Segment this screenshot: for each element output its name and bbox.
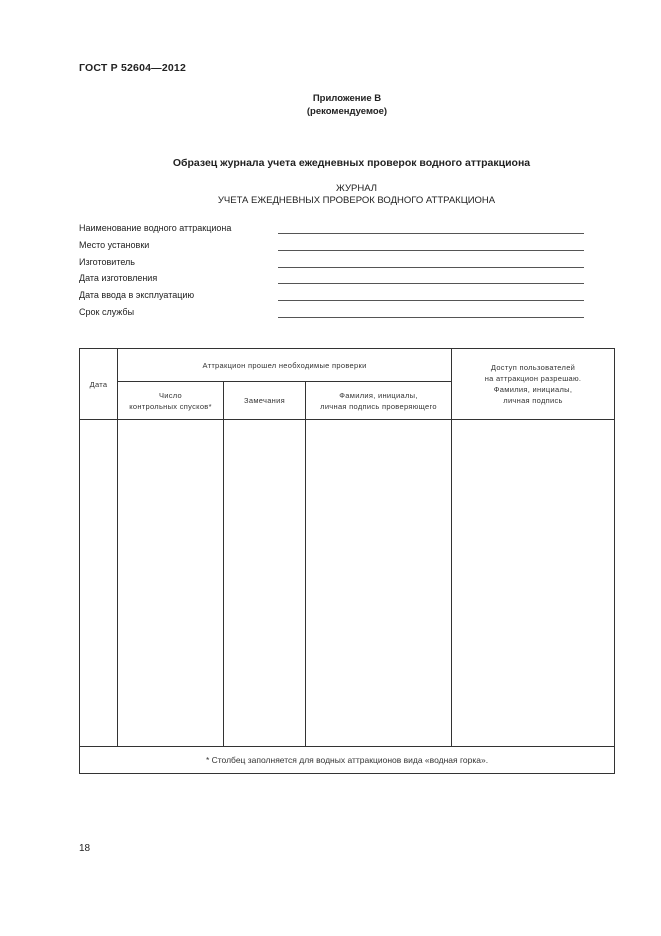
cell-access [452, 420, 615, 747]
field-label: Наименование водного аттракциона [79, 223, 232, 233]
header-checker: Фамилия, инициалы, личная подпись проверяющего [306, 382, 452, 420]
table-footnote: * Столбец заполняется для водных аттракционов вида «водная горка». [80, 747, 615, 774]
fill-in-line [278, 267, 584, 268]
cell-checker [306, 420, 452, 747]
header-descent-count: Число контрольных спусков* [118, 382, 224, 420]
field-manufacturer [79, 256, 589, 273]
field-label: Дата изготовления [79, 273, 158, 284]
page-number: 18 [79, 843, 91, 854]
journal-subtitle: УЧЕТА ЕЖЕДНЕВНЫХ ПРОВЕРОК ВОДНОГО АТТРАКЦИОНА [217, 195, 496, 206]
header-checks-group: Аттракцион прошел необходимые проверки [118, 349, 452, 382]
table-footnote-row [80, 747, 615, 774]
journal-fields [79, 222, 589, 323]
field-label: Дата ввода в эксплуатацию [79, 290, 195, 301]
fill-in-line [278, 300, 584, 301]
appendix-status: (рекомендуемое) [306, 106, 388, 117]
field-manufacture-date [79, 272, 589, 289]
table-header-row [80, 349, 615, 382]
sample-title: Образец журнала учета ежедневных проверок водного аттракциона [172, 157, 531, 169]
appendix-label: Приложение В [312, 93, 382, 104]
document-code: ГОСТ Р 52604—2012 [79, 62, 187, 74]
field-label: Срок службы [79, 306, 135, 317]
inspection-log-table [79, 348, 615, 774]
header-remarks: Замечания [224, 382, 306, 420]
field-commissioning-date [79, 289, 589, 306]
fill-in-line [278, 250, 584, 251]
cell-remarks [224, 420, 306, 747]
field-label: Место установки [79, 239, 150, 250]
field-service-life [79, 306, 589, 323]
fill-in-line [278, 233, 584, 234]
appendix-heading [0, 92, 661, 118]
table-row [80, 420, 615, 747]
field-attraction-name [79, 222, 589, 239]
journal-title: ЖУРНАЛ [336, 183, 377, 194]
field-location [79, 239, 589, 256]
journal-heading [79, 183, 624, 207]
cell-date [80, 420, 118, 747]
header-access: Доступ пользователей на аттракцион разрешаю. Фамилия, инициалы, личная подпись [452, 349, 615, 420]
cell-descent-count [118, 420, 224, 747]
header-date: Дата [80, 349, 118, 420]
field-label: Изготовитель [79, 256, 135, 267]
fill-in-line [278, 317, 584, 318]
fill-in-line [278, 283, 584, 284]
